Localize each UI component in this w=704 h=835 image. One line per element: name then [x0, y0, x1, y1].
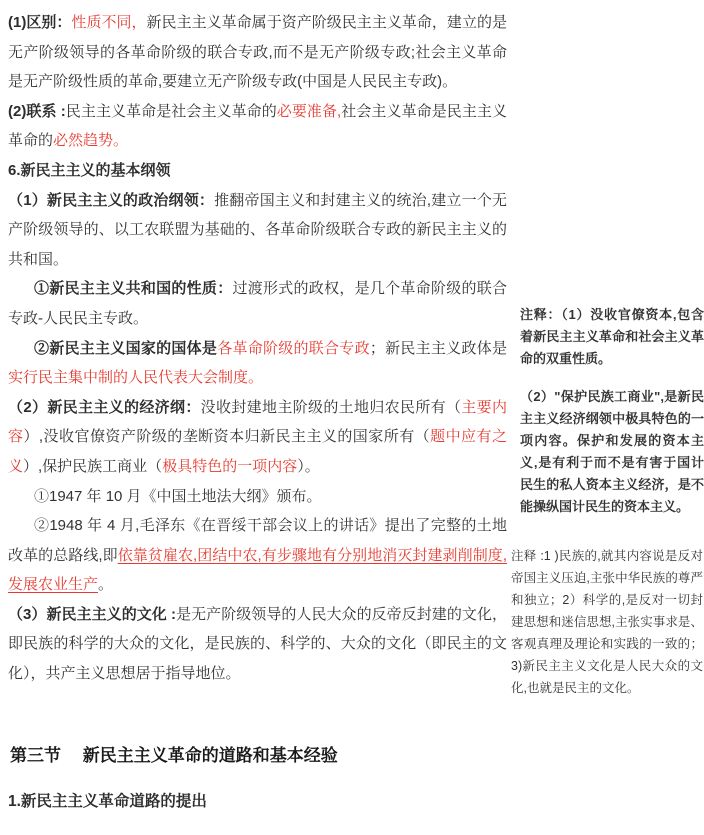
- margin-note-2-paragraph: 注释 :1 )民族的,就其内容说是反对帝国主义压迫,主张中华民族的尊严和独立；2）科学的,是反对一切封建思想和迷信思想,主张实事求是、客观真理及理论和实践的一致的；3)新民主主义文化是人民大众的文化,也就是民主的文化。: [511, 549, 703, 695]
- text-run: 必要准备,: [276, 102, 342, 120]
- heading-basic-program: [8, 156, 507, 186]
- paragraph-land-law-1947: [8, 482, 507, 512]
- text-run: ①1947 年 10 月《中国土地法大纲》颁布。: [34, 487, 322, 505]
- text-run: 极具特色的一项内容: [162, 457, 298, 475]
- text-run: ②新民主主义国家的国体是: [34, 339, 218, 357]
- text-run: 社会主义革命是民主主义革命的: [8, 102, 507, 150]
- text-run: 性质不同，: [71, 14, 147, 31]
- text-run: 过渡形式的政权，是几个革命阶级的联合专政-人民民主专政。: [8, 280, 507, 327]
- text-run: （1）新民主主义的政治纲领：: [8, 191, 215, 209]
- text-run: ）,保护民族工商业（: [23, 457, 163, 475]
- text-run: 必然趋势。: [53, 132, 129, 150]
- paragraph-economic-program: [8, 393, 507, 482]
- text-run: ②1948 年 4 月,毛泽东《在晋绥干部会议上的讲话》提出了完整的土地改革的总路线,即: [8, 517, 507, 564]
- paragraph-republic-nature: [8, 274, 507, 333]
- text-run: (2)联系 :: [8, 102, 66, 120]
- paragraph-culture-program: [8, 600, 507, 689]
- paragraph-land-reform-1948: [8, 511, 507, 600]
- text-run: 推翻帝国主义和封建主义的统治,建立一个无产阶级领导的、以工农联盟为基础的、各革命阶级联合专政的新民主主义的共和国。: [8, 191, 508, 268]
- text-run: ）。: [297, 457, 320, 475]
- paragraph-state-system: [8, 334, 507, 393]
- text-run: 题中应有之义: [8, 428, 507, 475]
- paragraph-difference: [8, 8, 507, 97]
- margin-note-bureaucratic-capital: [520, 304, 704, 518]
- text-run: ；新民主主义政体是: [369, 339, 507, 357]
- margin-note-1-paragraph-1: 注释：（1）没收官僚资本,包含着新民主主义革命和社会主义革命的双重性质。: [520, 307, 704, 366]
- text-run: 依靠贫雇农,团结中农,有步骤地有分别地消灭封建剥削制度,发展农业生产: [8, 546, 507, 594]
- paragraph-political-program: [8, 186, 507, 275]
- text-run: 6.新民主主义的基本纲领: [8, 161, 171, 179]
- text-run: 是无产阶级领导的人民大众的反帝反封建的文化，即民族的科学的大众的文化，是民族的、科学的、大众的文化（即民主的文化），共产主义思想居于指导地位。: [8, 605, 507, 683]
- text-run: ①新民主主义共和国的性质：: [34, 280, 233, 298]
- main-text-column: [8, 8, 507, 816]
- text-run: 主要内容: [8, 398, 507, 446]
- text-run: ）,没收官僚资产阶级的垄断资本归新民主主义的国家所有（: [23, 428, 431, 446]
- subsection-heading: 1.新民主主义革命道路的提出: [8, 792, 207, 810]
- text-run: 新民主主义革命属于资产阶级民主主义革命，建立的是无产阶级领导的各革命阶级的联合专政,而不是无产阶级专政;社会主义革命是无产阶级性质的革命,要建立无产阶级专政(中国是人民民主专政)。: [8, 14, 507, 91]
- text-run: 没收封建地主阶级的土地归农民所有（: [200, 398, 462, 416]
- text-run: （2）新民主主义的经济纲：: [8, 398, 201, 416]
- section-heading: 第三节 新民主主义革命的道路和基本经验: [10, 745, 338, 765]
- paragraph-connection: [8, 97, 507, 156]
- text-run: 民主主义革命是社会主义革命的: [65, 102, 277, 120]
- margin-note-culture: [511, 545, 703, 699]
- text-run: 。: [98, 576, 114, 594]
- text-run: (1)区别：: [8, 14, 72, 31]
- text-run: 各革命阶级的联合专政: [217, 339, 370, 357]
- text-run: 实行民主集中制的人民代表大会制度。: [8, 369, 264, 387]
- margin-note-1-paragraph-2: （2）"保护民族工商业",是新民主主义经济纲领中极具特色的一项内容。保护和发展的资本主义,是有利于而不是有害于国计民生的私人资本主义经济，是不能操纵国计民生的资本主义。: [520, 389, 704, 514]
- text-run: （3）新民主主义的文化 :: [8, 605, 177, 623]
